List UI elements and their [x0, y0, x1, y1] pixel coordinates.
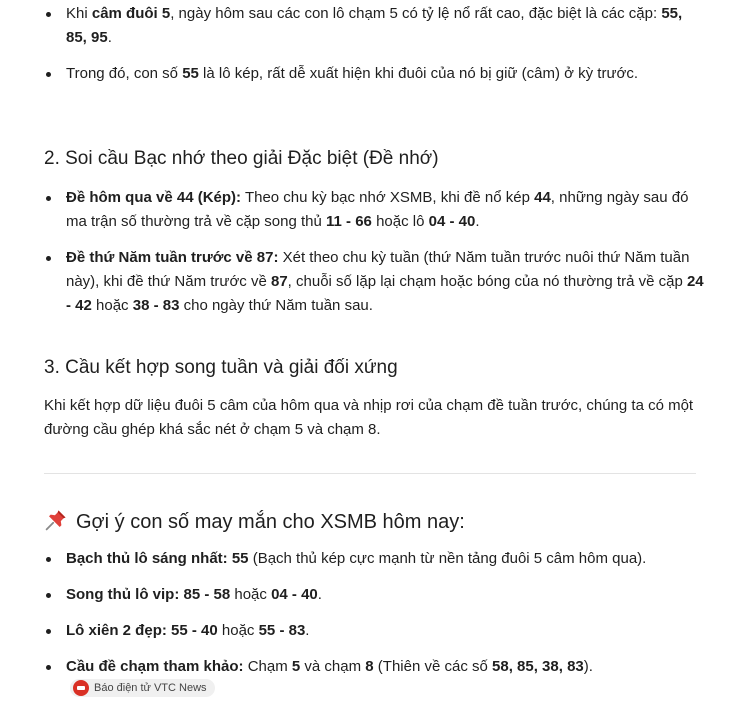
bold-run: 04 - 40	[271, 586, 318, 603]
bullet-dot	[46, 629, 51, 634]
suggestion-heading	[44, 508, 465, 535]
list-item	[66, 2, 706, 50]
text-run: hoặc	[230, 586, 272, 603]
text-run: (Thiên về các số	[373, 658, 493, 675]
bold-run: 55 - 83	[258, 622, 306, 639]
bold-run: 8	[365, 658, 374, 675]
bold-run: 55	[182, 65, 199, 82]
bold-run: 38 - 83	[132, 297, 180, 314]
list-item	[66, 583, 706, 607]
text-run: , chuỗi số lặp lại chạm hoặc bóng của nó thường trả về cặp	[287, 273, 687, 290]
bullet-dot	[46, 557, 51, 562]
list-item	[66, 619, 706, 643]
text-run: .	[317, 586, 322, 603]
bold-run: 11 - 66	[326, 213, 372, 230]
text-run: .	[475, 213, 480, 230]
text-run: Khi	[66, 5, 92, 22]
suggestion-heading-text: Gợi ý con số may mắn cho XSMB hôm nay:	[76, 511, 465, 533]
source-chip[interactable]	[70, 679, 215, 697]
list-item	[66, 186, 706, 234]
bullet-dot	[46, 12, 51, 17]
bold-run: 55, 85, 95	[66, 5, 683, 46]
list-item	[66, 246, 706, 318]
bold-run: Cầu đề chạm tham khảo:	[66, 658, 244, 675]
pushpin-icon	[44, 508, 68, 532]
bullet-dot	[46, 72, 51, 77]
list-item	[66, 62, 706, 86]
text-run: hoặc	[217, 622, 259, 639]
text-run: là lô kép, rất dễ xuất hiện khi đuôi của nó bị giữ (câm) ở kỳ trước.	[198, 65, 638, 82]
text-run: , những ngày sau đó ma trận số thường trả về cặp song thủ	[66, 189, 689, 230]
text-run: .	[305, 622, 310, 639]
bold-run: 5	[291, 658, 301, 675]
bold-run: Đề hôm qua về 44 (Kép):	[66, 189, 242, 206]
text-run: Chạm	[243, 658, 292, 675]
section-heading: 3. Cầu kết hợp song tuần và giải đối xứng	[44, 357, 398, 378]
bullet-dot	[46, 256, 51, 261]
text-run: .	[107, 29, 112, 46]
bullet-dot	[46, 593, 51, 598]
list-item	[66, 547, 706, 571]
bold-run: Đề thứ Năm tuần trước về 87:	[66, 249, 279, 266]
text-run: hoặc lô	[371, 213, 429, 230]
text-run: Theo chu kỳ bạc nhớ XSMB, khi đề nổ kép	[241, 189, 535, 206]
section3-paragraph: Khi kết hợp dữ liệu đuôi 5 câm của hôm qua và nhịp rơi của chạm đề tuần trước, chúng ta có một đường cầu ghép khá sắc nét ở chạm 5 và chạm 8.	[44, 397, 694, 438]
list-item	[66, 655, 626, 705]
text-run: hoặc	[91, 297, 133, 314]
bullet-dot	[46, 196, 51, 201]
section-heading: 2. Soi cầu Bạc nhớ theo giải Đặc biệt (Đề nhớ)	[44, 148, 439, 169]
text-run: cho ngày thứ Năm tuần sau.	[179, 297, 373, 314]
bold-run: 58, 85, 38, 83	[492, 658, 584, 675]
bold-run: 44	[534, 189, 551, 206]
bold-run: Lô xiên 2 đẹp: 55 - 40	[66, 622, 218, 639]
bold-run: 04 - 40	[428, 213, 476, 230]
bold-run: 24 - 42	[66, 273, 704, 314]
text-run: ).	[583, 658, 593, 675]
divider	[44, 473, 696, 474]
bold-run: 87	[270, 273, 288, 290]
text-run: và chạm	[300, 658, 366, 675]
text-run: Xét theo chu kỳ tuần (thứ Năm tuần trước nuôi thứ Năm tuần này), khi đề thứ Năm trước về	[66, 249, 690, 290]
source-chip-label: Báo điện tử VTC News	[94, 682, 207, 694]
bold-run: Song thủ lô vip: 85 - 58	[66, 586, 231, 603]
bold-run: Bạch thủ lô sáng nhất: 55	[66, 550, 249, 567]
text-run: Trong đó, con số	[66, 65, 183, 82]
bold-run: câm đuôi 5	[91, 5, 171, 22]
bullet-dot	[46, 665, 51, 670]
vtc-news-logo-icon	[73, 680, 89, 696]
text-run: (Bạch thủ kép cực mạnh từ nền tảng đuôi 5 câm hôm qua).	[248, 550, 647, 567]
text-run: , ngày hôm sau các con lô chạm 5 có tỷ lệ nổ rất cao, đặc biệt là các cặp:	[170, 5, 662, 22]
bottom-edge	[0, 714, 740, 722]
